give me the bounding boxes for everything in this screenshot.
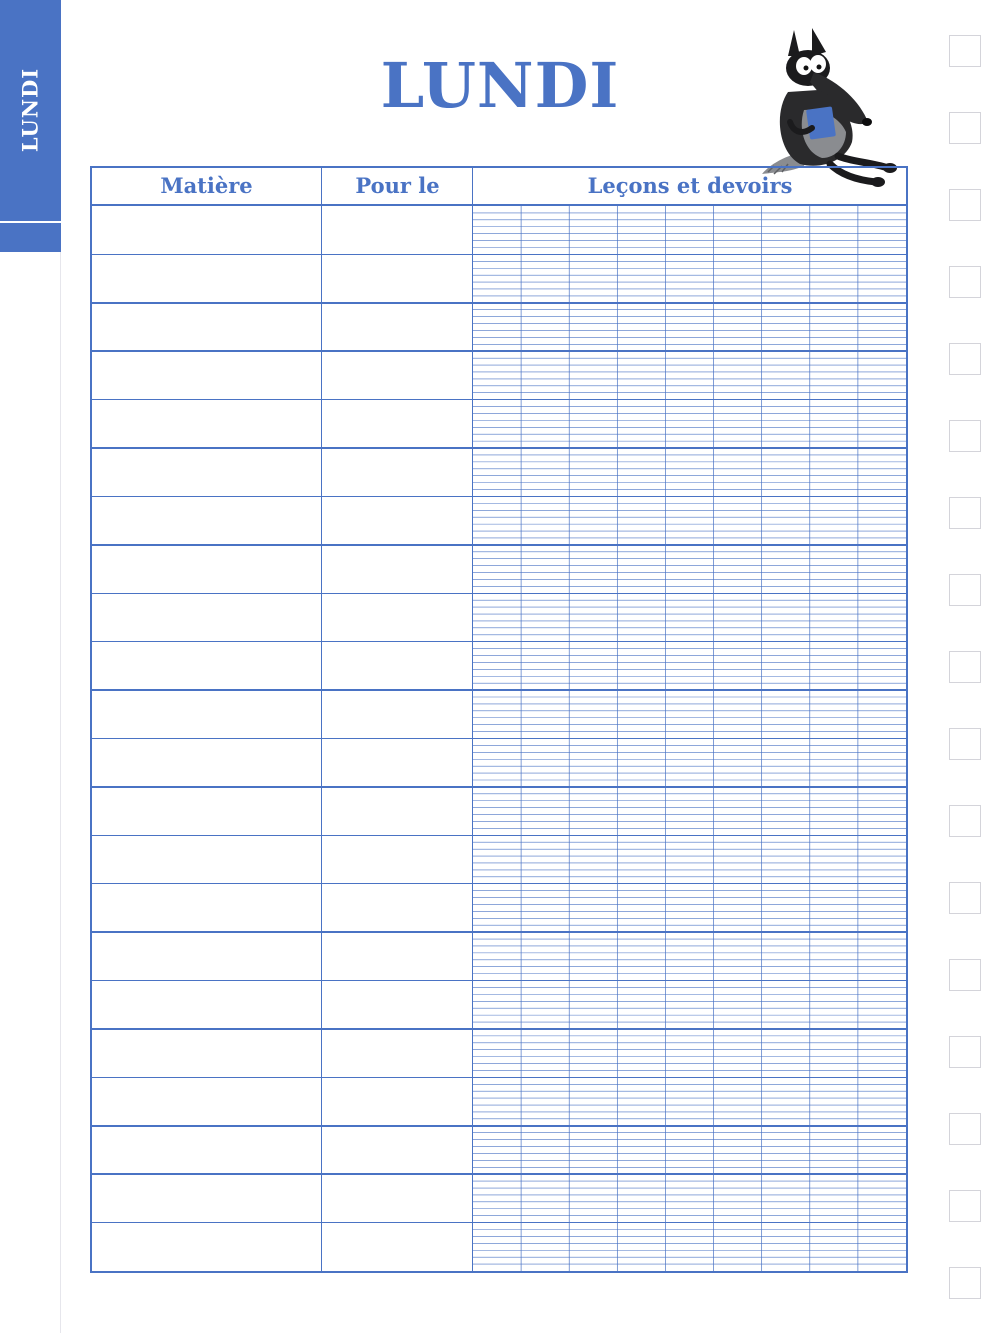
table-row[interactable]: [92, 932, 472, 980]
table-row[interactable]: [92, 1029, 472, 1077]
table-row[interactable]: [92, 690, 472, 738]
margin-checkbox[interactable]: [949, 112, 981, 144]
table-row[interactable]: [92, 593, 472, 641]
table-row[interactable]: [92, 206, 472, 254]
margin-checkbox[interactable]: [949, 805, 981, 837]
table-row[interactable]: [92, 787, 472, 835]
table-row[interactable]: [92, 1174, 472, 1222]
margin-checkbox[interactable]: [949, 728, 981, 760]
table-row[interactable]: [92, 835, 472, 883]
table-row[interactable]: [92, 400, 472, 448]
margin-checkbox[interactable]: [949, 882, 981, 914]
margin-checkbox[interactable]: [949, 343, 981, 375]
side-tab-label: LUNDI: [17, 67, 43, 153]
table-row[interactable]: [92, 351, 472, 399]
table-row[interactable]: [92, 1077, 472, 1125]
margin-checkbox[interactable]: [949, 574, 981, 606]
column-header-due-date: Pour le: [355, 173, 440, 198]
margin-checkbox[interactable]: [949, 651, 981, 683]
table-row[interactable]: [92, 1223, 472, 1271]
table-header-row: [92, 168, 906, 206]
margin-checkbox[interactable]: [949, 35, 981, 67]
margin-checkbox[interactable]: [949, 1190, 981, 1222]
margin-checkbox[interactable]: [949, 1267, 981, 1299]
table-row[interactable]: [92, 739, 472, 787]
page-title: LUNDI: [380, 49, 620, 122]
margin-checkbox[interactable]: [949, 266, 981, 298]
margin-checkbox[interactable]: [949, 959, 981, 991]
margin-checkbox[interactable]: [949, 497, 981, 529]
table-row[interactable]: [92, 303, 472, 351]
table-row[interactable]: [92, 254, 472, 302]
table-row[interactable]: [92, 496, 472, 544]
margin-checkbox[interactable]: [949, 189, 981, 221]
table-row[interactable]: [92, 448, 472, 496]
column-header-lessons: Leçons et devoirs: [587, 173, 793, 198]
homework-table: [90, 166, 908, 1273]
table-row[interactable]: [92, 981, 472, 1029]
table-row[interactable]: [92, 545, 472, 593]
margin-checkbox[interactable]: [949, 1036, 981, 1068]
side-tab-divider: [0, 221, 61, 223]
table-row[interactable]: [92, 642, 472, 690]
table-row[interactable]: [92, 884, 472, 932]
table-row[interactable]: [92, 1126, 472, 1174]
day-side-tab[interactable]: [0, 0, 61, 252]
margin-checkbox[interactable]: [949, 420, 981, 452]
margin-checkbox[interactable]: [949, 1113, 981, 1145]
lessons-writing-grid[interactable]: [473, 206, 906, 1272]
column-header-subject: Matière: [160, 173, 253, 198]
